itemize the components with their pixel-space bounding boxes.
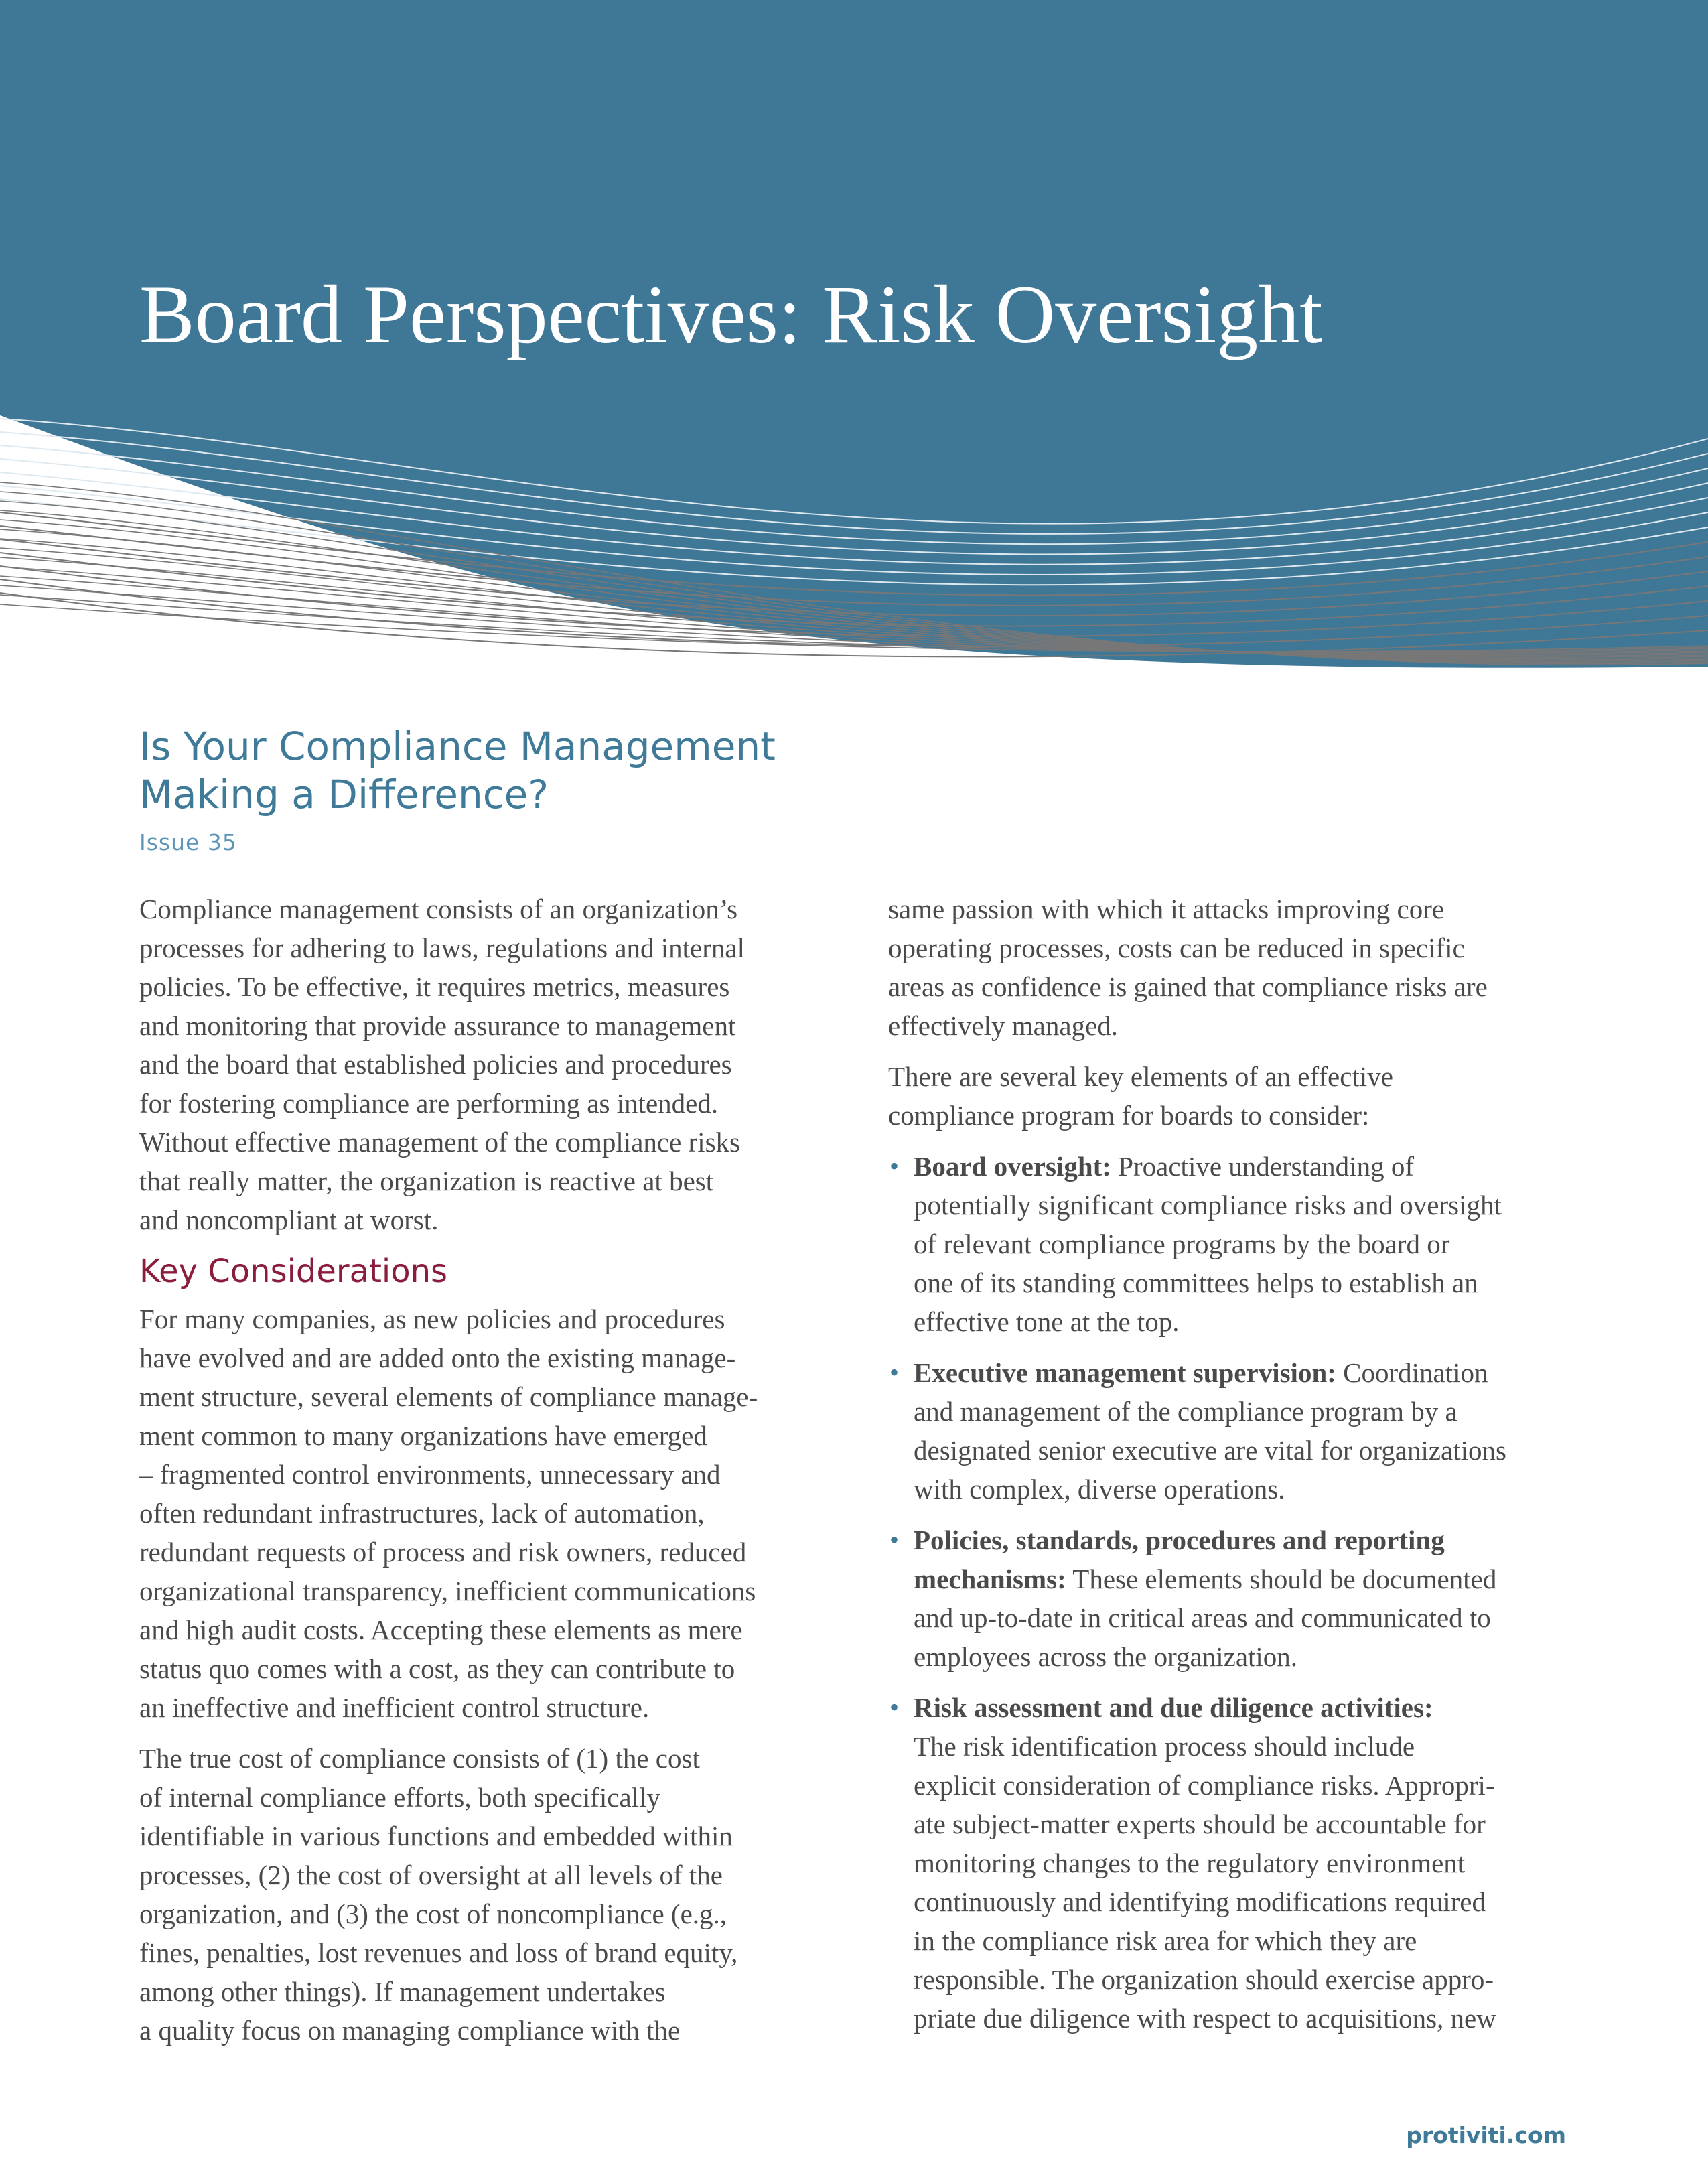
text-line: redundant requests of process and risk owners, reduced <box>139 1537 747 1568</box>
text-line: one of its standing committees helps to establish an <box>914 1267 1478 1298</box>
text-line: processes for adhering to laws, regulations and internal <box>139 932 745 963</box>
text-line: ate subject-matter experts should be accountable for <box>914 1809 1486 1839</box>
text-line: compliance program for boards to consider: <box>888 1100 1370 1131</box>
text-line: The risk identification process should include <box>914 1731 1415 1762</box>
text-line: Compliance management consists of an organization’s <box>139 894 738 924</box>
text-line: and monitoring that provide assurance to management <box>139 1010 736 1041</box>
list-item <box>888 1147 1571 1341</box>
text-line: of relevant compliance programs by the board or <box>914 1229 1450 1259</box>
issue-number: Issue 35 <box>139 829 237 855</box>
text-line: organization, and (3) the cost of noncompliance (e.g., <box>139 1898 727 1929</box>
text-line: priate due diligence with respect to acquisitions, new <box>914 2003 1496 2034</box>
banner-title: Board Perspectives: Risk Oversight <box>139 269 1323 360</box>
text-line: have evolved and are added onto the existing manage- <box>139 1342 736 1373</box>
text-line: responsible. The organization should exercise appro- <box>914 1964 1494 1995</box>
bullet-text: Proactive understanding of <box>1111 1151 1414 1182</box>
text-line: and noncompliant at worst. <box>139 1204 439 1235</box>
text-line: in the compliance risk area for which they are <box>914 1925 1417 1956</box>
text-line: areas as confidence is gained that compliance risks are <box>888 971 1488 1002</box>
text-line: continuously and identifying modifications required <box>914 1886 1486 1917</box>
text-line: ment structure, several elements of compliance manage- <box>139 1381 758 1412</box>
text-line: among other things). If management undertakes <box>139 1976 666 2007</box>
text-line: Without effective management of the compliance risks <box>139 1127 740 1158</box>
list-item <box>888 1521 1571 1676</box>
bullet-lead: Policies, standards, procedures and reporting <box>914 1525 1445 1555</box>
text-line: fines, penalties, lost revenues and loss of brand equity, <box>139 1937 738 1968</box>
text-line: of internal compliance efforts, both specifically <box>139 1782 660 1813</box>
text-line <box>914 1353 1571 1392</box>
text-line: designated senior executive are vital for organizations <box>914 1435 1506 1466</box>
text-line: monitoring changes to the regulatory environment <box>914 1848 1466 1878</box>
text-line: and management of the compliance program by a <box>914 1396 1457 1427</box>
text-line: effective tone at the top. <box>914 1306 1180 1337</box>
bullet-icon: • <box>889 1357 900 1387</box>
text-line: often redundant infrastructures, lack of automation, <box>139 1498 705 1529</box>
continuation-paragraph <box>888 890 1571 1045</box>
text-line: organizational transparency, inefficient communications <box>139 1576 756 1606</box>
text-line: effectively managed. <box>888 1010 1119 1041</box>
text-line: identifiable in various functions and embedded within <box>139 1821 733 1852</box>
text-line: There are several key elements of an effective <box>888 1061 1393 1092</box>
article-title <box>139 722 776 819</box>
text-line: potentially significant compliance risks and oversight <box>914 1190 1502 1221</box>
text-line: For many companies, as new policies and procedures <box>139 1304 725 1334</box>
bullet-icon: • <box>889 1525 900 1555</box>
article-title-line: Making a Difference? <box>139 772 549 817</box>
bullet-icon: • <box>889 1692 900 1722</box>
bullet-lead: mechanisms: <box>914 1563 1066 1594</box>
intro-paragraph <box>139 890 829 1239</box>
body-paragraph <box>139 1739 829 2050</box>
text-line: for fostering compliance are performing as intended. <box>139 1088 719 1119</box>
text-line: processes, (2) the cost of oversight at all levels of the <box>139 1860 723 1890</box>
text-line: and up-to-date in critical areas and communicated to <box>914 1602 1491 1633</box>
bullet-text: These elements should be documented <box>1066 1563 1497 1594</box>
text-line: employees across the organization. <box>914 1641 1298 1672</box>
left-column <box>139 890 829 2062</box>
text-line: status quo comes with a cost, as they can contribute to <box>139 1653 735 1684</box>
footer-website-link[interactable]: protiviti.com <box>1406 2122 1566 2148</box>
text-line: policies. To be effective, it requires metrics, measures <box>139 971 730 1002</box>
bullet-icon: • <box>889 1151 900 1181</box>
text-line: – fragmented control environments, unnecessary and <box>139 1459 721 1490</box>
bullet-lead: Board oversight: <box>914 1151 1111 1182</box>
list-item <box>888 1353 1571 1509</box>
right-column <box>888 890 1571 2050</box>
text-line: with complex, diverse operations. <box>914 1474 1285 1505</box>
text-line: a quality focus on managing compliance with the <box>139 2015 681 2046</box>
article-title-line: Is Your Compliance Management <box>139 723 776 769</box>
bullet-lead: Risk assessment and due diligence activities: <box>914 1692 1433 1723</box>
text-line: that really matter, the organization is reactive at best <box>139 1166 714 1196</box>
text-line: same passion with which it attacks improving core <box>888 894 1445 924</box>
section-heading-key-considerations: Key Considerations <box>139 1253 448 1290</box>
bullet-text: Coordination <box>1336 1357 1488 1388</box>
text-line: ment common to many organizations have emerged <box>139 1420 707 1451</box>
key-elements-list <box>888 1147 1571 2038</box>
text-line <box>914 1559 1571 1598</box>
text-line: and high audit costs. Accepting these elements as mere <box>139 1614 743 1645</box>
bullet-lead: Executive management supervision: <box>914 1357 1336 1388</box>
text-line: explicit consideration of compliance risks. Appropri- <box>914 1770 1495 1801</box>
text-line: an ineffective and inefficient control structure. <box>139 1692 650 1723</box>
text-line: and the board that established policies and procedures <box>139 1049 732 1080</box>
text-line <box>914 1147 1571 1186</box>
body-paragraph <box>139 1300 829 1727</box>
text-line: The true cost of compliance consists of (1) the cost <box>139 1743 700 1774</box>
body-paragraph <box>888 1057 1571 1135</box>
text-line: operating processes, costs can be reduced in specific <box>888 932 1465 963</box>
list-item <box>888 1688 1571 2038</box>
